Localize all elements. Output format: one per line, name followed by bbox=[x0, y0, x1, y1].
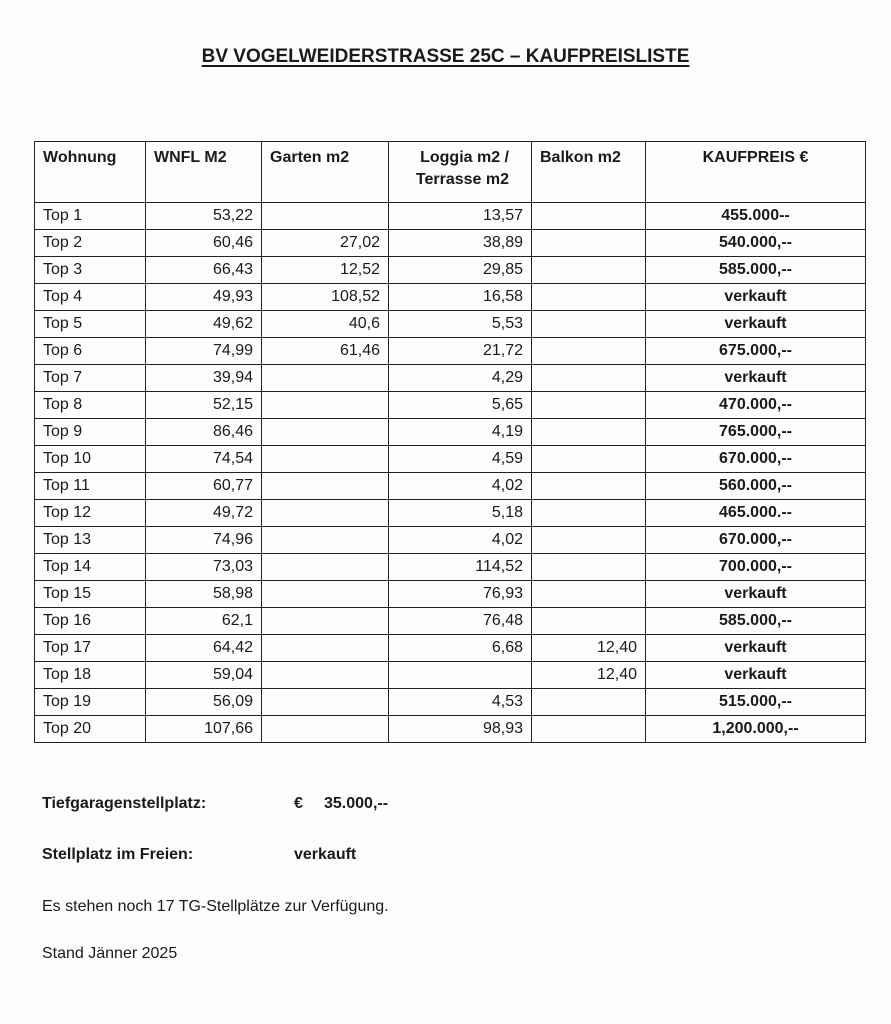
header-loggia-terrasse bbox=[389, 142, 532, 203]
cell-balkon bbox=[532, 419, 646, 446]
header-wohnung: Wohnung bbox=[35, 142, 146, 203]
table-row bbox=[35, 311, 866, 338]
cell-garten: 12,52 bbox=[262, 257, 389, 284]
cell-kaufpreis: 675.000,-- bbox=[646, 338, 866, 365]
cell-kaufpreis: verkauft bbox=[646, 365, 866, 392]
cell-kaufpreis: 670.000,-- bbox=[646, 446, 866, 473]
table-row bbox=[35, 419, 866, 446]
table-body bbox=[35, 203, 866, 743]
table-row bbox=[35, 662, 866, 689]
cell-wohnung: Top 6 bbox=[35, 338, 146, 365]
cell-loggia-terrasse: 114,52 bbox=[389, 554, 532, 581]
cell-garten bbox=[262, 419, 389, 446]
cell-loggia-terrasse: 6,68 bbox=[389, 635, 532, 662]
price-list-table bbox=[34, 141, 866, 743]
cell-wohnung: Top 5 bbox=[35, 311, 146, 338]
cell-wohnung: Top 20 bbox=[35, 716, 146, 743]
cell-balkon bbox=[532, 716, 646, 743]
cell-balkon bbox=[532, 338, 646, 365]
cell-loggia-terrasse bbox=[389, 662, 532, 689]
cell-wnfl: 60,46 bbox=[146, 230, 262, 257]
cell-wnfl: 49,62 bbox=[146, 311, 262, 338]
cell-kaufpreis: 470.000,-- bbox=[646, 392, 866, 419]
cell-kaufpreis: 765.000,-- bbox=[646, 419, 866, 446]
table-row bbox=[35, 689, 866, 716]
header-garten: Garten m2 bbox=[262, 142, 389, 203]
cell-wnfl: 49,72 bbox=[146, 500, 262, 527]
cell-garten bbox=[262, 689, 389, 716]
cell-loggia-terrasse: 4,02 bbox=[389, 527, 532, 554]
cell-garten bbox=[262, 203, 389, 230]
cell-balkon bbox=[532, 257, 646, 284]
cell-kaufpreis: verkauft bbox=[646, 581, 866, 608]
cell-wohnung: Top 19 bbox=[35, 689, 146, 716]
cell-wnfl: 60,77 bbox=[146, 473, 262, 500]
cell-wohnung: Top 7 bbox=[35, 365, 146, 392]
cell-wohnung: Top 13 bbox=[35, 527, 146, 554]
table-row bbox=[35, 230, 866, 257]
cell-kaufpreis: 1,200.000,-- bbox=[646, 716, 866, 743]
cell-loggia-terrasse: 4,53 bbox=[389, 689, 532, 716]
cell-wnfl: 62,1 bbox=[146, 608, 262, 635]
header-loggia-line2: Terrasse m2 bbox=[415, 171, 509, 188]
cell-wnfl: 74,99 bbox=[146, 338, 262, 365]
table-row bbox=[35, 473, 866, 500]
cell-loggia-terrasse: 98,93 bbox=[389, 716, 532, 743]
cell-wnfl: 107,66 bbox=[146, 716, 262, 743]
cell-garten bbox=[262, 392, 389, 419]
cell-garten bbox=[262, 500, 389, 527]
cell-kaufpreis: verkauft bbox=[646, 311, 866, 338]
cell-balkon bbox=[532, 311, 646, 338]
cell-garten bbox=[262, 716, 389, 743]
cell-loggia-terrasse: 38,89 bbox=[389, 230, 532, 257]
cell-garten bbox=[262, 473, 389, 500]
cell-wohnung: Top 10 bbox=[35, 446, 146, 473]
cell-loggia-terrasse: 29,85 bbox=[389, 257, 532, 284]
document-title-text: BV VOGELWEIDERSTRASSE 25C – KAUFPREISLISTE bbox=[201, 46, 690, 67]
cell-wohnung: Top 18 bbox=[35, 662, 146, 689]
table-row bbox=[35, 500, 866, 527]
cell-wnfl: 53,22 bbox=[146, 203, 262, 230]
cell-loggia-terrasse: 76,93 bbox=[389, 581, 532, 608]
cell-kaufpreis: 540.000,-- bbox=[646, 230, 866, 257]
cell-kaufpreis: 515.000,-- bbox=[646, 689, 866, 716]
cell-garten bbox=[262, 446, 389, 473]
header-loggia-line1: Loggia m2 / bbox=[420, 149, 509, 166]
cell-wohnung: Top 9 bbox=[35, 419, 146, 446]
cell-wnfl: 58,98 bbox=[146, 581, 262, 608]
cell-kaufpreis: 465.000.-- bbox=[646, 500, 866, 527]
cell-wohnung: Top 1 bbox=[35, 203, 146, 230]
header-balkon: Balkon m2 bbox=[532, 142, 646, 203]
cell-kaufpreis: 560.000,-- bbox=[646, 473, 866, 500]
cell-balkon bbox=[532, 608, 646, 635]
cell-garten: 61,46 bbox=[262, 338, 389, 365]
table-header-row bbox=[35, 142, 866, 203]
cell-wohnung: Top 8 bbox=[35, 392, 146, 419]
document-title bbox=[0, 46, 891, 68]
table-row bbox=[35, 581, 866, 608]
cell-loggia-terrasse: 21,72 bbox=[389, 338, 532, 365]
cell-wnfl: 73,03 bbox=[146, 554, 262, 581]
table-row bbox=[35, 446, 866, 473]
cell-garten: 27,02 bbox=[262, 230, 389, 257]
availability-note: Es stehen noch 17 TG-Stellplätze zur Verfügung. bbox=[42, 898, 389, 915]
cell-balkon bbox=[532, 230, 646, 257]
cell-loggia-terrasse: 5,53 bbox=[389, 311, 532, 338]
stellplatz-freien-status: verkauft bbox=[294, 846, 357, 863]
table-row bbox=[35, 716, 866, 743]
cell-kaufpreis: verkauft bbox=[646, 284, 866, 311]
cell-balkon: 12,40 bbox=[532, 635, 646, 662]
cell-loggia-terrasse: 4,59 bbox=[389, 446, 532, 473]
cell-wnfl: 56,09 bbox=[146, 689, 262, 716]
cell-loggia-terrasse: 16,58 bbox=[389, 284, 532, 311]
cell-wnfl: 59,04 bbox=[146, 662, 262, 689]
cell-wnfl: 74,54 bbox=[146, 446, 262, 473]
cell-loggia-terrasse: 4,19 bbox=[389, 419, 532, 446]
cell-garten bbox=[262, 554, 389, 581]
cell-balkon bbox=[532, 527, 646, 554]
cell-garten bbox=[262, 527, 389, 554]
cell-loggia-terrasse: 4,02 bbox=[389, 473, 532, 500]
table-row bbox=[35, 392, 866, 419]
cell-loggia-terrasse: 4,29 bbox=[389, 365, 532, 392]
cell-balkon bbox=[532, 554, 646, 581]
cell-balkon bbox=[532, 581, 646, 608]
cell-kaufpreis: 455.000-- bbox=[646, 203, 866, 230]
cell-kaufpreis: verkauft bbox=[646, 635, 866, 662]
table-row bbox=[35, 203, 866, 230]
header-kaufpreis: KAUFPREIS € bbox=[646, 142, 866, 203]
cell-garten: 108,52 bbox=[262, 284, 389, 311]
cell-kaufpreis: 670.000,-- bbox=[646, 527, 866, 554]
cell-garten: 40,6 bbox=[262, 311, 389, 338]
table-row bbox=[35, 284, 866, 311]
cell-wnfl: 52,15 bbox=[146, 392, 262, 419]
table-row bbox=[35, 527, 866, 554]
cell-wnfl: 49,93 bbox=[146, 284, 262, 311]
cell-wnfl: 64,42 bbox=[146, 635, 262, 662]
cell-kaufpreis: 700.000,-- bbox=[646, 554, 866, 581]
header-wnfl: WNFL M2 bbox=[146, 142, 262, 203]
cell-balkon bbox=[532, 365, 646, 392]
cell-garten bbox=[262, 635, 389, 662]
cell-kaufpreis: 585.000,-- bbox=[646, 608, 866, 635]
stellplatz-freien-label: Stellplatz im Freien: bbox=[42, 846, 194, 863]
table-row bbox=[35, 608, 866, 635]
table-row bbox=[35, 365, 866, 392]
cell-balkon bbox=[532, 284, 646, 311]
cell-balkon: 12,40 bbox=[532, 662, 646, 689]
cell-loggia-terrasse: 76,48 bbox=[389, 608, 532, 635]
tiefgarage-label: Tiefgaragenstellplatz: bbox=[42, 795, 207, 812]
stand-date: Stand Jänner 2025 bbox=[42, 945, 178, 962]
cell-wohnung: Top 15 bbox=[35, 581, 146, 608]
cell-balkon bbox=[532, 473, 646, 500]
cell-wohnung: Top 17 bbox=[35, 635, 146, 662]
cell-wnfl: 66,43 bbox=[146, 257, 262, 284]
cell-wohnung: Top 3 bbox=[35, 257, 146, 284]
cell-wohnung: Top 2 bbox=[35, 230, 146, 257]
cell-wohnung: Top 14 bbox=[35, 554, 146, 581]
cell-garten bbox=[262, 365, 389, 392]
tiefgarage-row bbox=[42, 795, 388, 813]
table-row bbox=[35, 338, 866, 365]
cell-balkon bbox=[532, 689, 646, 716]
cell-garten bbox=[262, 662, 389, 689]
table-row bbox=[35, 635, 866, 662]
cell-wnfl: 39,94 bbox=[146, 365, 262, 392]
cell-kaufpreis: 585.000,-- bbox=[646, 257, 866, 284]
cell-loggia-terrasse: 13,57 bbox=[389, 203, 532, 230]
cell-loggia-terrasse: 5,65 bbox=[389, 392, 532, 419]
cell-balkon bbox=[532, 446, 646, 473]
euro-symbol: € bbox=[294, 795, 303, 812]
cell-wohnung: Top 12 bbox=[35, 500, 146, 527]
cell-balkon bbox=[532, 392, 646, 419]
cell-wnfl: 86,46 bbox=[146, 419, 262, 446]
cell-wnfl: 74,96 bbox=[146, 527, 262, 554]
cell-balkon bbox=[532, 203, 646, 230]
tiefgarage-price: 35.000,-- bbox=[324, 795, 389, 812]
cell-kaufpreis: verkauft bbox=[646, 662, 866, 689]
cell-wohnung: Top 16 bbox=[35, 608, 146, 635]
cell-wohnung: Top 4 bbox=[35, 284, 146, 311]
stellplatz-freien-row bbox=[42, 846, 356, 864]
cell-garten bbox=[262, 581, 389, 608]
cell-wohnung: Top 11 bbox=[35, 473, 146, 500]
cell-loggia-terrasse: 5,18 bbox=[389, 500, 532, 527]
cell-garten bbox=[262, 608, 389, 635]
table-row bbox=[35, 257, 866, 284]
table-row bbox=[35, 554, 866, 581]
cell-balkon bbox=[532, 500, 646, 527]
